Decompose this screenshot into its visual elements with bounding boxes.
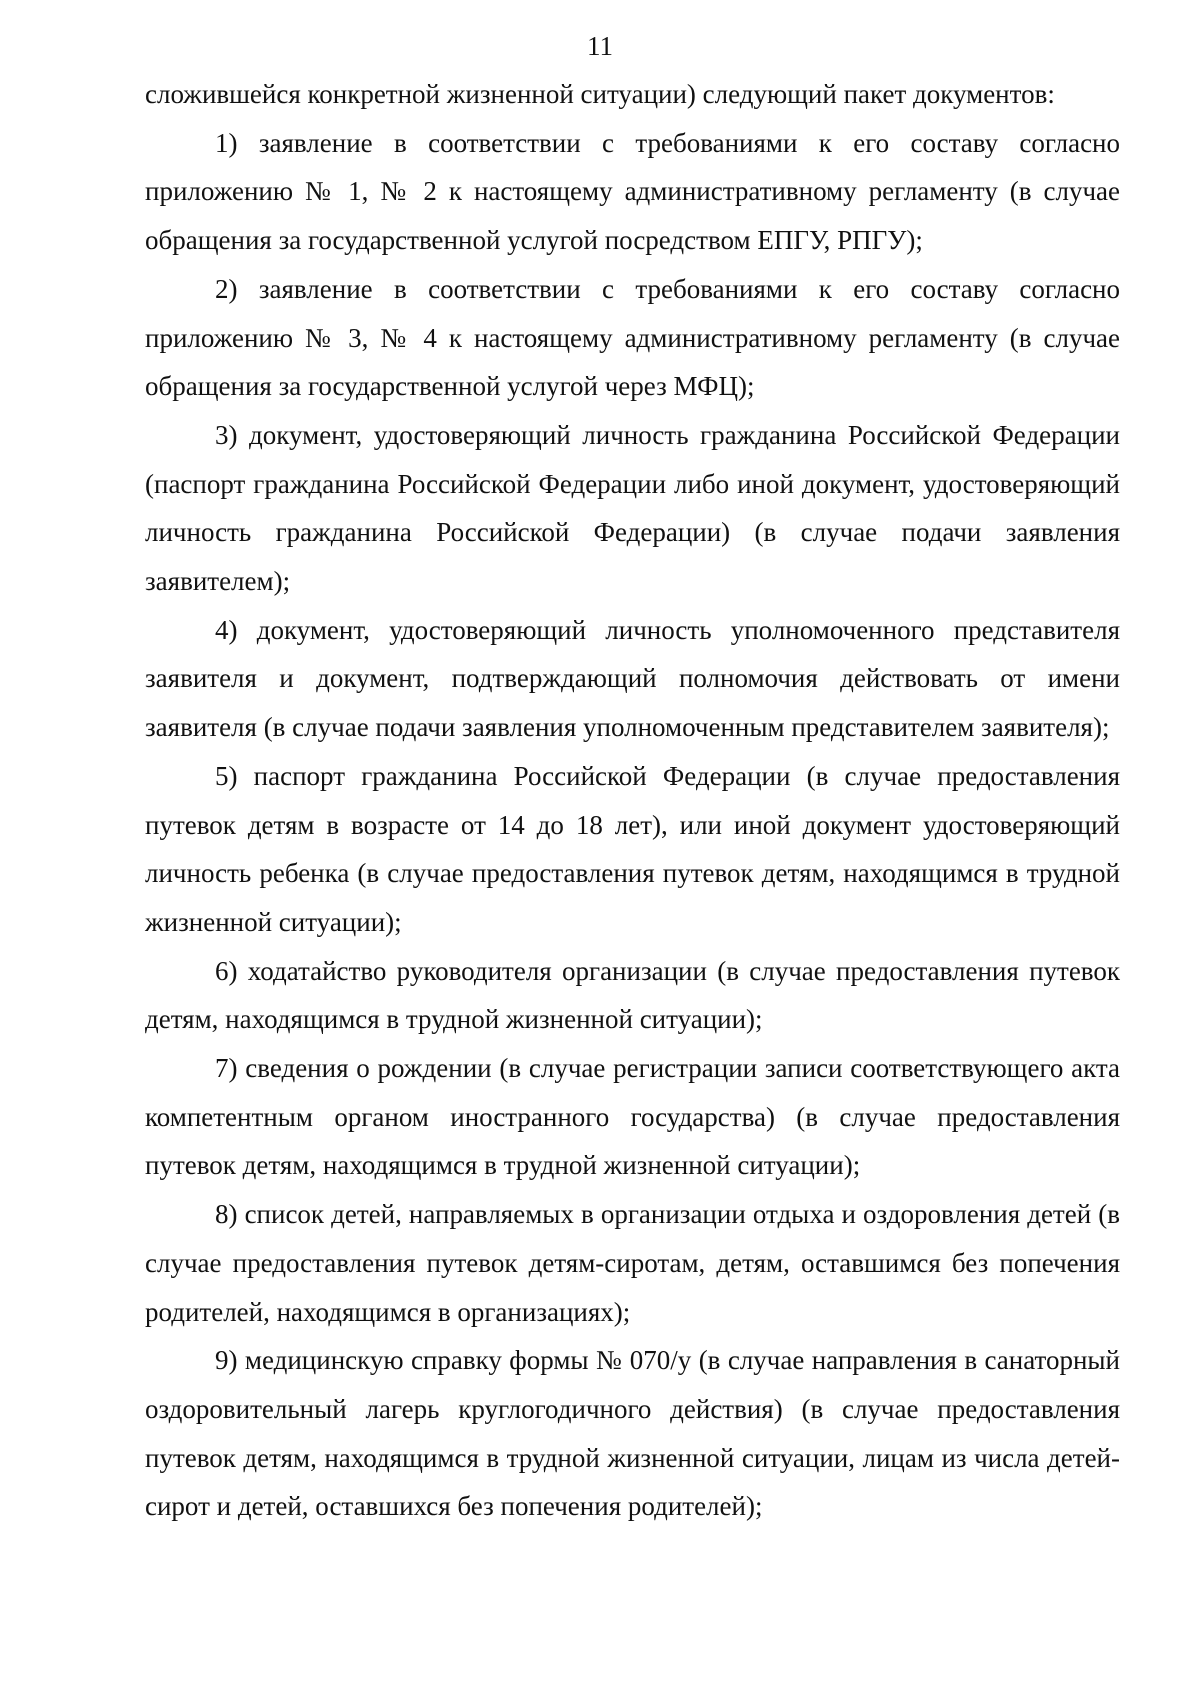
list-item-3: 3) документ, удостоверяющий личность гражданина Российской Федерации (паспорт гражданина Российской Федерации либо иной документ, удостоверяющий личность гражданина Российской Федерации) (в случае подачи заявления заявителем); (145, 419, 1120, 597)
list-item-4: 4) документ, удостоверяющий личность уполномоченного представителя заявителя и документ, подтверждающий полномочия действовать от имени заявителя (в случае подачи заявления уполномоченным представителем заявителя); (145, 614, 1120, 743)
intro-paragraph: сложившейся конкретной жизненной ситуации) следующий пакет документов: (145, 79, 1055, 109)
list-item-2: 2) заявление в соответствии с требованиями к его составу согласно приложению № 3, № 4 к настоящему административному регламенту (в случае обращения за государственной услугой через МФЦ); (145, 273, 1120, 402)
list-item-9: 9) медицинскую справку формы № 070/у (в случае направления в санаторный оздоровительный лагерь круглогодичного действия) (в случае предоставления путевок детям, находящимся в трудной жизненной ситуации, лицам из числа детей-сирот и детей, оставшихся без попечения родителей); (145, 1345, 1120, 1522)
list-item-5: 5) паспорт гражданина Российской Федерации (в случае предоставления путевок детям в возрасте от 14 до 18 лет), или иной документ удостоверяющий личность ребенка (в случае предоставления путевок детям, находящимся в трудной жизненной ситуации); (145, 760, 1120, 937)
page-number: 11 (587, 31, 613, 61)
list-item-8: 8) список детей, направляемых в организации отдыха и оздоровления детей (в случае предоставления путевок детям-сиротам, детям, оставшимся без попечения родителей, находящимся в организациях); (145, 1199, 1120, 1327)
list-item-6: 6) ходатайство руководителя организации (в случае предоставления путевок детям, находящимся в трудной жизненной ситуации); (145, 955, 1120, 1035)
document-body (145, 70, 1120, 1531)
list-item-1: 1) заявление в соответствии с требованиями к его составу согласно приложению № 1, № 2 к настоящему административному регламенту (в случае обращения за государственной услугой посредством ЕПГУ, РПГУ); (145, 127, 1120, 256)
list-item-7: 7) сведения о рождении (в случае регистрации записи соответствующего акта компетентным органом иностранного государства) (в случае предоставления путевок детям, находящимся в трудной жизненной ситуации); (145, 1053, 1120, 1181)
